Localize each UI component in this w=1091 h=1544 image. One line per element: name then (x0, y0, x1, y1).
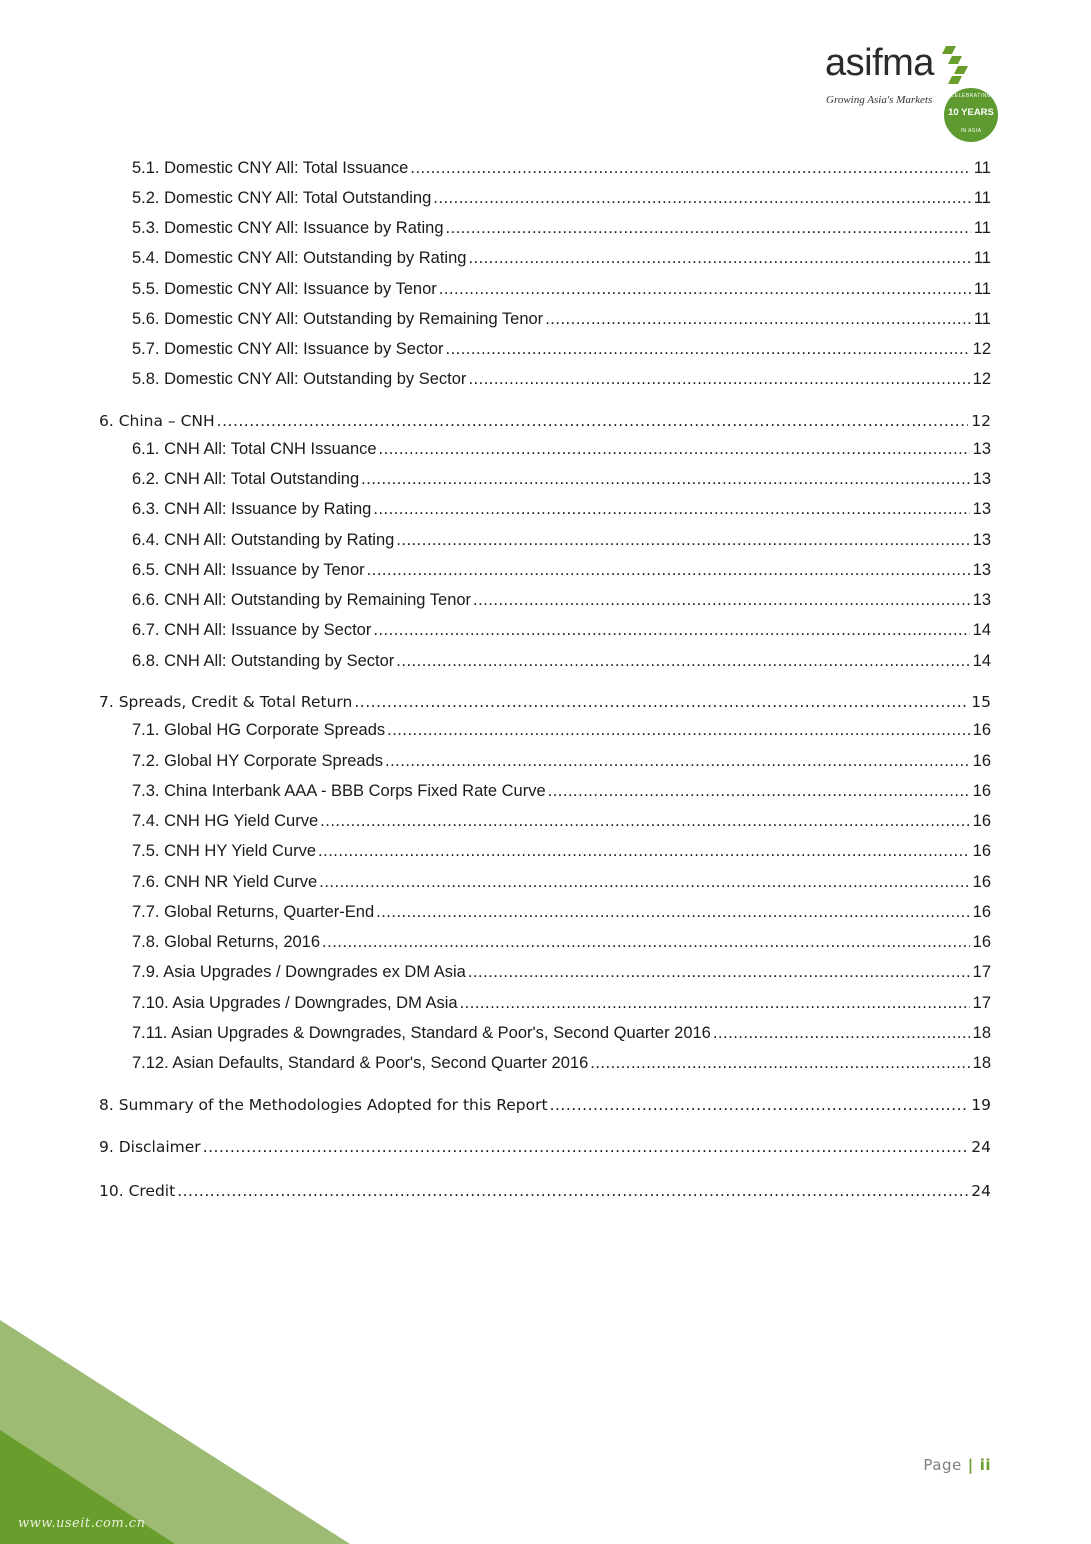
toc-entry-7-3[interactable]: 7.3. China Interbank AAA - BBB Corps Fixed Rate Curve ..... 16 (132, 782, 991, 801)
toc-section-9[interactable]: 9. Disclaimer ..... 24 (99, 1138, 991, 1156)
toc-entry-5-7[interactable]: 5.7. Domestic CNY All: Issuance by Sector ..... 12 (132, 340, 991, 359)
toc-section-8[interactable]: 8. Summary of the Methodologies Adopted for this Report ..... 19 (99, 1096, 991, 1114)
toc-entry-7-4[interactable]: 7.4. CNH HG Yield Curve ..... 16 (132, 812, 991, 831)
toc-entry-7-9[interactable]: 7.9. Asia Upgrades / Downgrades ex DM Asia ..... 17 (132, 963, 991, 982)
toc-entry-6-5[interactable]: 6.5. CNH All: Issuance by Tenor ..... 13 (132, 561, 991, 580)
page-label: Page (923, 1456, 962, 1474)
page-separator: | (967, 1456, 974, 1474)
toc-entry-5-5[interactable]: 5.5. Domestic CNY All: Issuance by Tenor ..... 11 (132, 280, 991, 299)
logo-wordmark: asifma (825, 42, 934, 84)
toc-entry-6-8[interactable]: 6.8. CNH All: Outstanding by Sector ..... 14 (132, 652, 991, 671)
toc-entry-7-11[interactable]: 7.11. Asian Upgrades & Downgrades, Standard & Poor's, Second Quarter 2016 ..... 18 (132, 1024, 991, 1043)
page-number (923, 1456, 991, 1474)
toc-entry-7-7[interactable]: 7.7. Global Returns, Quarter-End ..... 16 (132, 903, 991, 922)
toc-entry-5-2[interactable]: 5.2. Domestic CNY All: Total Outstanding ..... 11 (132, 189, 991, 208)
toc-entry-6-6[interactable]: 6.6. CNH All: Outstanding by Remaining Tenor ..... 13 (132, 591, 991, 610)
toc-entry-7-10[interactable]: 7.10. Asia Upgrades / Downgrades, DM Asia ..... 17 (132, 994, 991, 1013)
toc-entry-5-1[interactable]: 5.1. Domestic CNY All: Total Issuance ..... 11 (132, 159, 991, 178)
toc-section-7[interactable]: 7. Spreads, Credit & Total Return ..... 15 (99, 693, 991, 711)
toc-entry-5-3[interactable]: 5.3. Domestic CNY All: Issuance by Rating ..... 11 (132, 219, 991, 238)
toc-entry-7-6[interactable]: 7.6. CNH NR Yield Curve ..... 16 (132, 873, 991, 892)
toc-entry-7-1[interactable]: 7.1. Global HG Corporate Spreads ..... 16 (132, 721, 991, 740)
toc-entry-7-5[interactable]: 7.5. CNH HY Yield Curve ..... 16 (132, 842, 991, 861)
toc-entry-5-4[interactable]: 5.4. Domestic CNY All: Outstanding by Rating ..... 11 (132, 249, 991, 268)
toc-entry-6-1[interactable]: 6.1. CNH All: Total CNH Issuance ..... 13 (132, 440, 991, 459)
toc-entry-7-12[interactable]: 7.12. Asian Defaults, Standard & Poor's, Second Quarter 2016 ..... 18 (132, 1054, 991, 1073)
toc-entry-7-8[interactable]: 7.8. Global Returns, 2016 ..... 16 (132, 933, 991, 952)
badge-top-text: CELEBRATING (950, 93, 992, 99)
asifma-logo (822, 42, 1002, 142)
logo-tagline: Growing Asia's Markets (826, 94, 933, 106)
toc-entry-5-6[interactable]: 5.6. Domestic CNY All: Outstanding by Remaining Tenor ..... 11 (132, 310, 991, 329)
toc-entry-6-3[interactable]: 6.3. CNH All: Issuance by Rating ..... 13 (132, 500, 991, 519)
toc-entry-6-4[interactable]: 6.4. CNH All: Outstanding by Rating ..... 13 (132, 531, 991, 550)
toc-section-6[interactable]: 6. China – CNH ..... 12 (99, 412, 991, 430)
toc-entry-5-8[interactable]: 5.8. Domestic CNY All: Outstanding by Sector ..... 12 (132, 370, 991, 389)
toc-entry-7-2[interactable]: 7.2. Global HY Corporate Spreads ..... 16 (132, 752, 991, 771)
watermark-text: www.useit.com.cn (18, 1516, 146, 1531)
page-number-value: ii (979, 1456, 991, 1474)
toc-section-10[interactable]: 10. Credit ..... 24 (99, 1182, 991, 1200)
toc-entry-6-2[interactable]: 6.2. CNH All: Total Outstanding ..... 13 (132, 470, 991, 489)
toc-entry-6-7[interactable]: 6.7. CNH All: Issuance by Sector ..... 14 (132, 621, 991, 640)
badge-main-text: 10 YEARS (948, 107, 994, 118)
decorative-corner-shape (0, 1320, 350, 1544)
logo-stripes-icon (942, 46, 968, 86)
badge-bottom-text: IN ASIA (960, 128, 982, 134)
anniversary-badge (944, 88, 998, 142)
